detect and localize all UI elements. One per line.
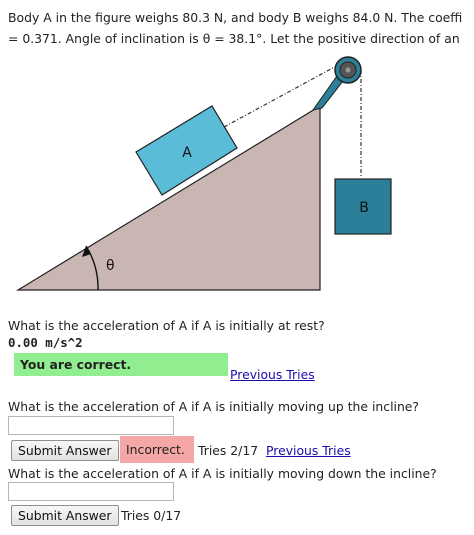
q3-submit-button[interactable]: Submit Answer [11,505,119,526]
problem-line-1: Body A in the figure weighs 80.3 N, and body B weighs 84.0 N. The coeffi [8,10,463,25]
q3-tries-count: Tries 0/17 [121,508,182,523]
q3-answer-input[interactable] [8,482,174,501]
question-1: What is the acceleration of A if A is initially at rest? [8,318,325,333]
q2-submit-button[interactable]: Submit Answer [11,440,119,461]
angle-label: θ [106,258,115,274]
incorrect-feedback-badge: Incorrect. [120,436,194,463]
problem-statement [8,7,474,49]
incline-pulley-figure [0,50,474,300]
q2-answer-input[interactable] [8,416,174,435]
problem-line-2: = 0.371. Angle of inclination is θ = 38.1°. Let the positive direction of an [8,31,460,46]
q2-tries-count: Tries 2/17 [198,443,259,458]
rope-a [224,64,340,127]
block-a-label: A [182,145,192,161]
question-3: What is the acceleration of A if A is initially moving down the incline? [8,466,437,481]
block-b-label: B [359,200,369,216]
q2-previous-tries-link[interactable]: Previous Tries [266,443,351,458]
correct-feedback-badge: You are correct. [14,353,228,376]
question-2: What is the acceleration of A if A is initially moving up the incline? [8,399,420,414]
q1-previous-tries-link[interactable]: Previous Tries [230,367,315,382]
question-1-answer: 0.00 m/s^2 [8,335,83,350]
